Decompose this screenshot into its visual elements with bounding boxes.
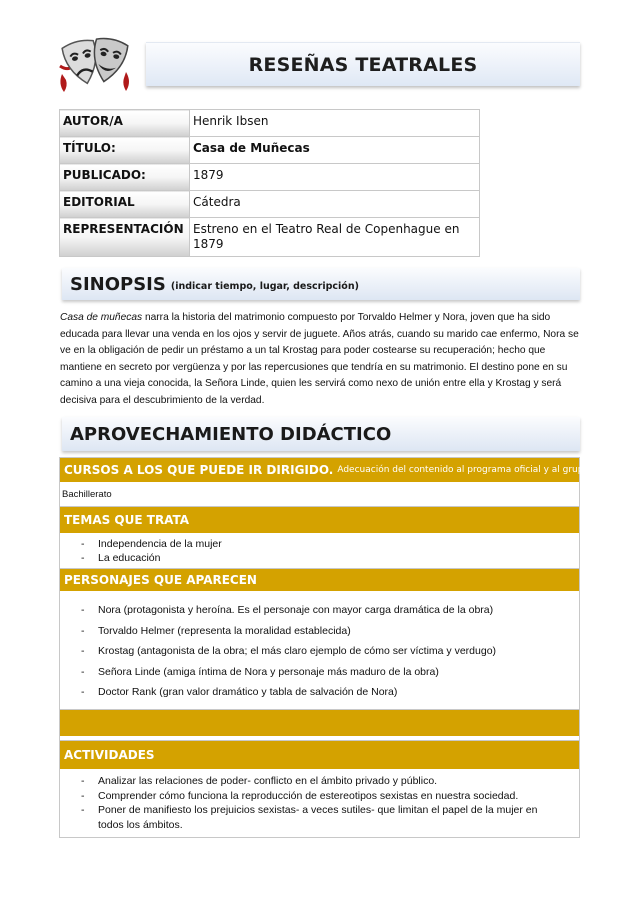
courses-header-note: Adecuación del contenido al programa oficial y al grupo clase — [337, 465, 616, 475]
info-key: AUTOR/A — [60, 110, 190, 137]
info-value: Casa de Muñecas — [190, 137, 480, 164]
list-item: - Independencia de la mujer — [81, 538, 222, 550]
info-value: 1879 — [190, 164, 480, 191]
info-value: Estreno en el Teatro Real de Copenhague en 1879 — [190, 218, 480, 257]
list-item: - Comprender cómo funciona la reproducción de estereotipos sexistas en nuestra sociedad. — [81, 789, 519, 802]
info-key: TÍTULO: — [60, 137, 190, 164]
list-item: - Krostag (antagonista de la obra; el más claro ejemplo de cómo ser víctima y verdugo) — [81, 645, 497, 657]
page-title: RESEÑAS TEATRALES — [248, 53, 478, 76]
characters-header — [60, 569, 579, 591]
info-row-author — [60, 110, 480, 137]
activities-header — [60, 741, 579, 769]
list-item: - Doctor Rank (gran valor dramático y tabla de salvación de Nora) — [81, 686, 398, 698]
list-item-text: Nora (protagonista y heroína. Es el personaje con mayor carga dramática de la obra) — [98, 604, 494, 616]
list-item-text: Krostag (antagonista de la obra; el más claro ejemplo de cómo ser víctima y verdugo) — [98, 645, 497, 657]
list-item: - Torvaldo Helmer (representa la moralidad establecida) — [81, 624, 351, 637]
info-value: Henrik Ibsen — [190, 110, 480, 137]
topics-header-label: TEMAS QUE TRATA — [64, 513, 190, 527]
list-item-text: Doctor Rank (gran valor dramático y tabla de salvación de Nora) — [98, 686, 398, 698]
page-title-banner — [146, 42, 580, 86]
list-item: - La educación — [81, 552, 161, 564]
list-item-text: Poner de manifiesto los prejuicios sexistas- a veces sutiles- que limitan el papel de la mujer en todos los ámbitos. — [98, 804, 538, 831]
info-key: PUBLICADO: — [60, 164, 190, 191]
didactic-banner — [62, 417, 580, 451]
characters-list — [60, 591, 579, 710]
synopsis-book-title: Casa de muñecas — [60, 312, 143, 323]
info-row-title — [60, 137, 480, 164]
activities-list — [60, 769, 579, 837]
synopsis-title: SINOPSIS — [70, 273, 166, 295]
list-item-text: La educación — [98, 552, 161, 564]
info-row-published — [60, 164, 480, 191]
didactic-table — [59, 457, 616, 838]
list-item: - Nora (protagonista y heroína. Es el personaje con mayor carga dramática de la obra) — [81, 604, 494, 616]
didactic-title: APROVECHAMIENTO DIDÁCTICO — [70, 423, 392, 445]
list-item: - Poner de manifiesto los prejuicios sexistas- a veces sutiles- que limitan el papel de la mujer en todos los ámbitos. — [81, 804, 538, 831]
list-item: - Analizar las relaciones de poder- conflicto en el ámbito privado y público. — [81, 775, 438, 787]
characters-header-label: PERSONAJES QUE APARECEN — [64, 573, 257, 587]
theatre-masks-icon — [56, 36, 134, 94]
list-item-text: Comprender cómo funciona la reproducción de estereotipos sexistas en nuestra sociedad. — [98, 789, 519, 802]
activities-header-label: ACTIVIDADES — [64, 748, 155, 762]
topics-header — [60, 507, 579, 533]
synopsis-body: narra la historia del matrimonio compuesto por Torvaldo Helmer y Nora, joven que ha sido educada para llevar una venda en los ojos y servir de juguete. Años atrás, cuando su marido cae enfermo, Nora se ve en la obligación de pedir un préstamo a un tal Krostag para poder costearse su recuperación; hecho que mantiene en secreto por vergüenza y por las repercusiones que tendría en su matrimonio. El destino pone en su camino a una vieja conocida, la Señora Linde, quien les servirá como nexo de unión entre ella y Krostag y será decisiva para el descubrimiento de la verdad. — [60, 312, 579, 406]
info-row-performance — [60, 218, 480, 257]
courses-value: Bachillerato — [60, 482, 579, 507]
courses-header-label: CURSOS A LOS QUE PUEDE IR DIRIGIDO. — [64, 463, 334, 477]
topics-list — [60, 533, 579, 569]
list-item-text: Torvaldo Helmer (representa la moralidad establecida) — [98, 624, 351, 637]
info-key: REPRESENTACIÓN — [60, 218, 190, 257]
info-value: Cátedra — [190, 191, 480, 218]
list-item: - Señora Linde (amiga íntima de Nora y personaje más maduro de la obra) — [81, 665, 439, 678]
synopsis-note: (indicar tiempo, lugar, descripción) — [170, 281, 359, 292]
courses-header — [60, 458, 616, 482]
list-item-text: Independencia de la mujer — [98, 538, 222, 550]
info-row-publisher — [60, 191, 480, 218]
list-item-text: Señora Linde (amiga íntima de Nora y personaje más maduro de la obra) — [98, 665, 439, 678]
empty-section-header — [60, 710, 579, 736]
info-key: EDITORIAL — [60, 191, 190, 218]
review-info-table — [59, 109, 480, 257]
list-item-text: Analizar las relaciones de poder- conflicto en el ámbito privado y público. — [98, 775, 438, 787]
synopsis-banner — [62, 268, 580, 300]
synopsis-text — [60, 310, 582, 409]
